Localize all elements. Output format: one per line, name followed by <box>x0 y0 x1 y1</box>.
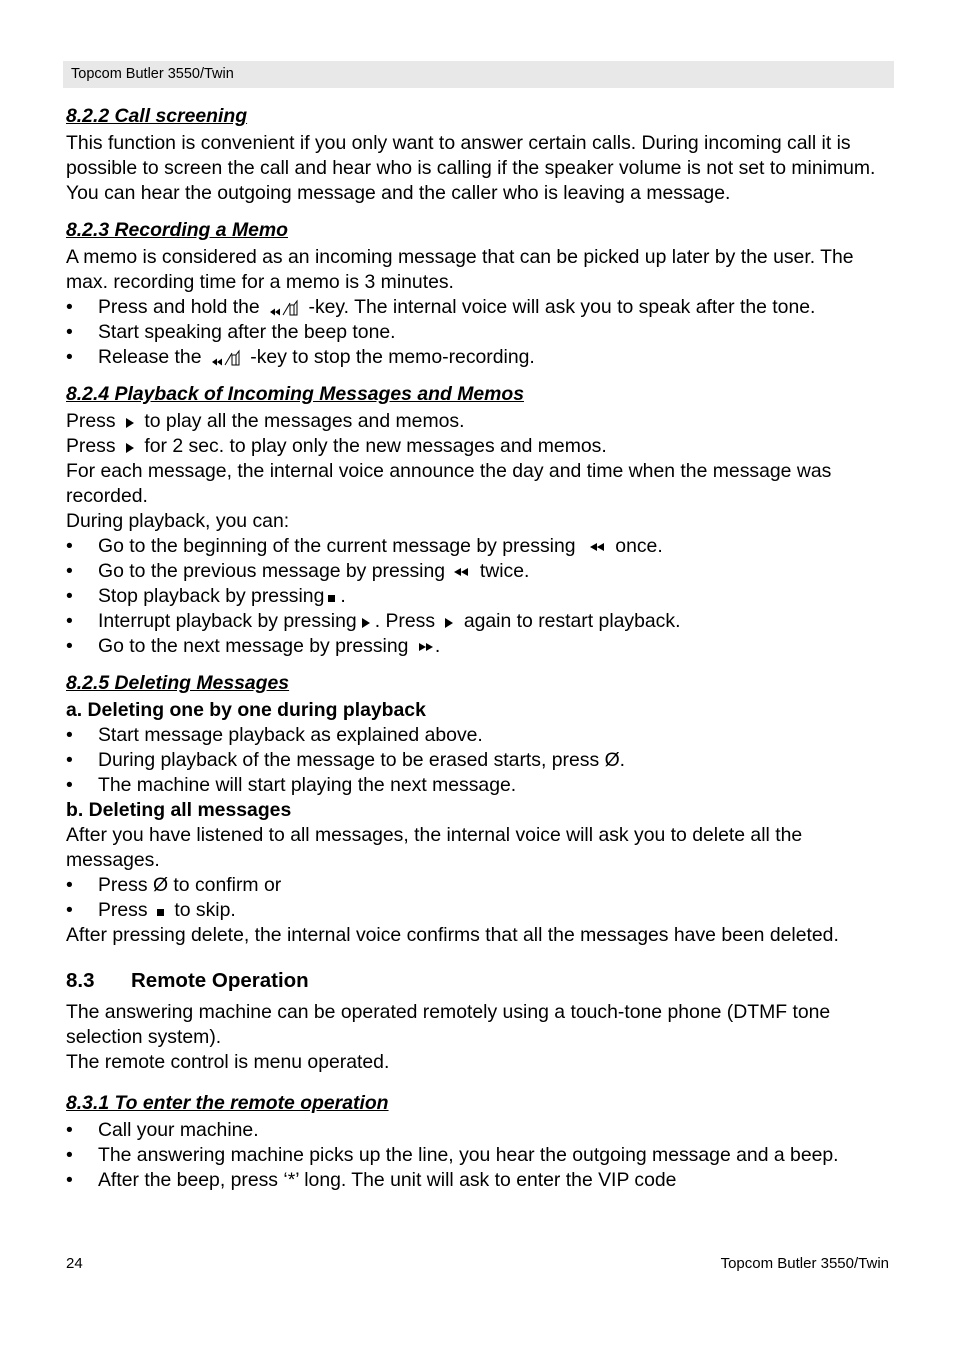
header-title: Topcom Butler 3550/Twin <box>71 66 234 82</box>
delete-all-list <box>66 873 896 923</box>
remote-entry-list <box>66 1118 896 1193</box>
subheading-one-by-one: a. Deleting one by one during playback <box>66 699 426 721</box>
list-item: • The answering machine picks up the line, you hear the outgoing message and a beep. <box>66 1143 896 1168</box>
rewind-memo-icon <box>210 349 242 367</box>
heading-8-3-1: 8.3.1 To enter the remote operation <box>66 1092 389 1114</box>
heading-8-2-4: 8.2.4 Playback of Incoming Messages and Memos <box>66 383 524 405</box>
paragraph-after-delete: After pressing delete, the internal voice confirms that all the messages have been deleted. <box>66 924 839 946</box>
playback-options-list <box>66 534 896 659</box>
running-header <box>63 61 894 88</box>
heading-8-3 <box>66 968 896 993</box>
list-item: • Go to the next message by pressing . <box>66 634 896 659</box>
section-title: Remote Operation <box>131 969 309 992</box>
paragraph-during-playback: During playback, you can: <box>66 510 290 532</box>
list-item: • Interrupt playback by pressing . Press again to restart playback. <box>66 609 896 634</box>
play-icon <box>443 615 455 629</box>
list-item: • After the beep, press ‘*’ long. The unit will ask to enter the VIP code <box>66 1168 896 1193</box>
section-number: 8.3 <box>66 969 95 992</box>
list-item: • Go to the beginning of the current message by pressing once. <box>66 534 896 559</box>
list-item: • Stop playback by pressing . <box>66 584 896 609</box>
heading-8-2-2: 8.2.2 Call screening <box>66 105 248 127</box>
paragraph-voice-announce: For each message, the internal voice announce the day and time when the message was recorded. <box>66 460 832 507</box>
list-item: • Press and hold the -key. The internal voice will ask you to speak after the tone. <box>66 295 896 320</box>
play-icon <box>360 615 372 629</box>
list-item: • Press Ø to confirm or <box>66 873 896 898</box>
page-content <box>66 104 896 1193</box>
list-item: • Press to skip. <box>66 898 896 923</box>
text-line: Press to play all the messages and memos. <box>66 410 465 432</box>
rewind-icon <box>589 541 607 553</box>
list-item: • Go to the previous message by pressing twice. <box>66 559 896 584</box>
rewind-memo-icon <box>268 299 300 317</box>
heading-8-2-3: 8.2.3 Recording a Memo <box>66 219 288 241</box>
stop-icon <box>327 591 337 603</box>
paragraph-memo: A memo is considered as an incoming message that can be picked up later by the user. The max. recording time for a memo is 3 minutes. <box>66 246 854 293</box>
paragraph-delete-all: After you have listened to all messages, the internal voice will ask you to delete all the messages. <box>66 824 803 871</box>
list-item: • Start message playback as explained above. <box>66 723 896 748</box>
paragraph-call-screening: This function is convenient if you only want to answer certain calls. During incoming call it is possible to screen the call and hear who is calling if the speaker volume is not set to minimum. You can hear the outgoing message and the caller who is leaving a message. <box>66 132 876 204</box>
paragraph-menu-operated: The remote control is menu operated. <box>66 1051 390 1073</box>
play-icon <box>124 415 136 429</box>
fast-forward-icon <box>417 641 435 653</box>
page-number: 24 <box>66 1255 83 1272</box>
subheading-delete-all: b. Deleting all messages <box>66 799 292 821</box>
text-line: Press for 2 sec. to play only the new messages and memos. <box>66 435 607 457</box>
list-item: • Start speaking after the beep tone. <box>66 320 896 345</box>
heading-8-2-5: 8.2.5 Deleting Messages <box>66 672 290 694</box>
footer-title: Topcom Butler 3550/Twin <box>720 1255 889 1272</box>
list-item: • Release the -key to stop the memo-recording. <box>66 345 896 370</box>
paragraph-remote-intro: The answering machine can be operated remotely using a touch-tone phone (DTMF tone selection system). <box>66 1001 831 1048</box>
delete-one-list <box>66 723 896 798</box>
list-item: • During playback of the message to be erased starts, press Ø. <box>66 748 896 773</box>
list-item: • The machine will start playing the next message. <box>66 773 896 798</box>
play-icon <box>124 440 136 454</box>
stop-icon <box>156 905 166 917</box>
rewind-icon <box>453 566 471 578</box>
memo-steps-list <box>66 295 896 370</box>
list-item: • Call your machine. <box>66 1118 896 1143</box>
